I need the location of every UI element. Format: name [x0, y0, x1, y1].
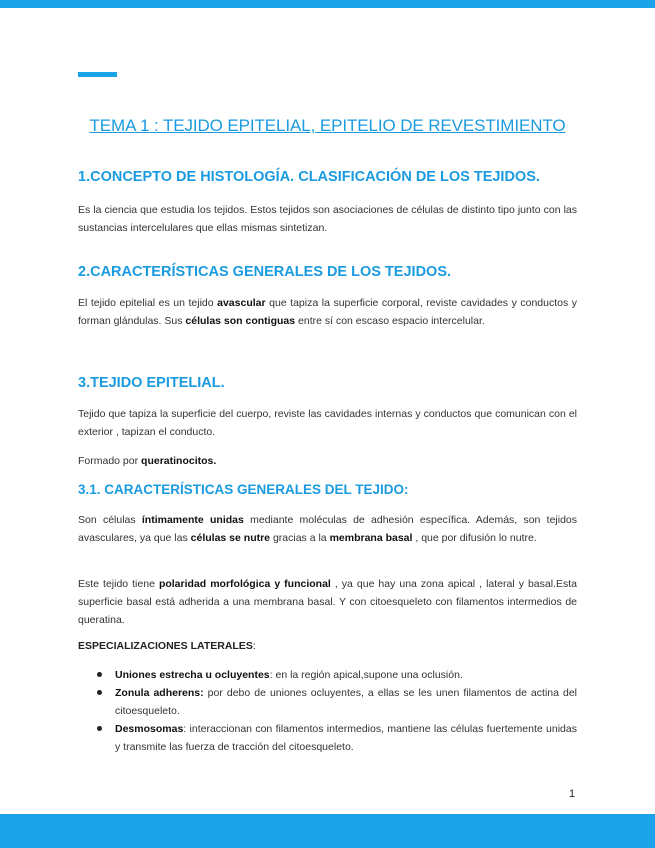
list-item: Uniones estrecha u ocluyentes: en la región apical,supone una oclusión.	[78, 666, 577, 684]
section-1-heading: 1.CONCEPTO DE HISTOLOGÍA. CLASIFICACIÓN DE LOS TEJIDOS.	[78, 169, 540, 185]
bullet-icon	[97, 672, 102, 677]
section-1-text: Es la ciencia que estudia los tejidos. Estos tejidos son asociaciones de células de distinto tipo junto con las sustancias intercelulares que ellas mismas sintetizan.	[78, 204, 577, 234]
section-3-1-paragraph-1: Son células íntimamente unidas mediante moléculas de adhesión específica. Además, son tejidos avasculares, ya que las células se nutre gracias a la membrana basal , que por difusión lo nutre.	[78, 514, 578, 544]
section-3-1-paragraph-2: Este tejido tiene polaridad morfológica y funcional , ya que hay una zona apical , lateral y basal.Esta superficie basal está adherida a una membrana basal. Y con citoesqueleto con filamentos intermedios de queratina.	[78, 578, 577, 626]
section-3-heading: 3.TEJIDO EPITELIAL.	[78, 375, 225, 391]
document-title: TEMA 1 : TEJIDO EPITELIAL, EPITELIO DE REVESTIMIENTO	[89, 116, 566, 135]
specializations-list	[78, 666, 577, 756]
section-3-formado: Formado por queratinocitos.	[78, 455, 217, 467]
section-3-1-heading: 3.1. CARACTERÍSTICAS GENERALES DEL TEJIDO:	[78, 482, 409, 497]
top-accent-bar	[0, 0, 655, 8]
list-item: Desmosomas: interaccionan con filamentos intermedios, mantiene las células fuertemente unidas y transmite las fuerza de tracción del citoesqueleto.	[78, 720, 577, 756]
section-2-heading: 2.CARACTERÍSTICAS GENERALES DE LOS TEJIDOS.	[78, 264, 452, 280]
specializations-label: ESPECIALIZACIONES LATERALES:	[78, 640, 256, 652]
list-item: Zonula adherens: por debo de uniones ocluyentes, a ellas se les unen filamentos de actina del citoesqueleto.	[78, 684, 577, 720]
page-number: 1	[569, 788, 576, 800]
section-3-text: Tejido que tapiza la superficie del cuerpo, reviste las cavidades internas y conductos que comunican con el exterior , tapizan el conducto.	[78, 408, 577, 438]
bullet-icon	[97, 726, 102, 731]
bullet-icon	[97, 690, 102, 695]
bottom-accent-bar	[0, 814, 655, 848]
section-2-text: El tejido epitelial es un tejido avascular que tapiza la superficie corporal, reviste cavidades y conductos y forman glándulas. Sus células son contiguas entre sí con escaso espacio intercelular.	[78, 297, 577, 327]
title-accent-line	[78, 72, 117, 77]
